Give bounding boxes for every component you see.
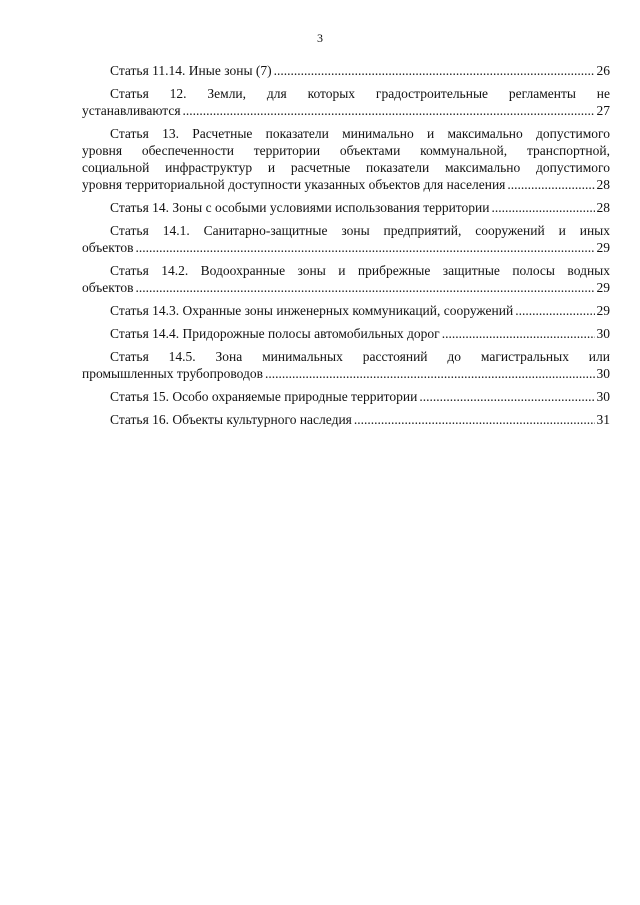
toc-entry[interactable]: [82, 262, 610, 296]
toc-entry-title-line: Статья 14.1. Санитарно-защитные зоны предприятий, сооружений и иных: [110, 223, 610, 238]
toc-entry-title-end: объектов: [82, 240, 134, 255]
toc-entry[interactable]: [82, 62, 610, 79]
toc-entry-title-line: Статья 12. Земли, для которых градостроительные регламенты не: [110, 86, 610, 101]
toc-entry-title-line: Статья 14.5. Зона минимальных расстояний до магистральных или: [110, 349, 610, 364]
toc-entry-page: 29: [596, 303, 610, 318]
toc-entry-page: 27: [596, 103, 610, 118]
dot-leader: [507, 176, 594, 193]
toc-entry-page: 29: [596, 240, 610, 255]
toc-entry[interactable]: [82, 325, 610, 342]
toc-entry-title: Статья 14.3. Охранные зоны инженерных коммуникаций, сооружений: [110, 303, 514, 318]
toc-entry[interactable]: [82, 222, 610, 256]
toc-entry-page: 31: [596, 412, 610, 427]
toc-entry-title: Статья 14. Зоны с особыми условиями использования территории: [110, 200, 490, 215]
table-of-contents: [82, 62, 610, 434]
dot-leader: [183, 102, 595, 119]
dot-leader: [491, 199, 594, 216]
toc-entry-title-end: объектов: [82, 280, 134, 295]
toc-entry-title: Статья 14.4. Придорожные полосы автомобильных дорог: [110, 326, 440, 341]
toc-entry-title-end: устанавливаются: [82, 103, 181, 118]
toc-entry-title: Статья 15. Особо охраняемые природные территории: [110, 389, 418, 404]
toc-entry-page: 28: [596, 200, 610, 215]
dot-leader: [442, 325, 595, 342]
toc-entry[interactable]: [82, 302, 610, 319]
dot-leader: [265, 365, 594, 382]
toc-entry-title-end: уровня территориальной доступности указанных объектов для населения: [82, 177, 506, 192]
dot-leader: [135, 279, 594, 296]
dot-leader: [354, 411, 595, 428]
toc-entry-page: 30: [596, 366, 610, 381]
toc-entry-title-line: социальной инфраструктур и расчетные показатели максимально допустимого: [82, 160, 610, 175]
toc-entry-title-line: уровня обеспеченности территории объектами коммунальной, транспортной,: [82, 143, 610, 158]
toc-entry-title-line: Статья 14.2. Водоохранные зоны и прибрежные защитные полосы водных: [110, 263, 610, 278]
toc-entry[interactable]: [82, 348, 610, 382]
toc-entry-title: Статья 16. Объекты культурного наследия: [110, 412, 352, 427]
toc-entry-title-line: Статья 13. Расчетные показатели минимально и максимально допустимого: [110, 126, 610, 141]
dot-leader: [135, 239, 594, 256]
dot-leader: [274, 62, 595, 79]
dot-leader: [515, 302, 594, 319]
page-number: 3: [317, 31, 323, 45]
toc-entry-page: 29: [596, 280, 610, 295]
toc-entry-title: Статья 11.14. Иные зоны (7): [110, 63, 272, 78]
toc-entry-page: 26: [596, 63, 610, 78]
toc-entry[interactable]: [82, 125, 610, 193]
toc-entry-page: 30: [596, 326, 610, 341]
toc-entry-page: 30: [596, 389, 610, 404]
dot-leader: [419, 388, 594, 405]
toc-entry[interactable]: [82, 85, 610, 119]
toc-entry-page: 28: [596, 177, 610, 192]
toc-entry[interactable]: [82, 411, 610, 428]
toc-entry[interactable]: [82, 199, 610, 216]
toc-entry[interactable]: [82, 388, 610, 405]
toc-entry-title-end: промышленных трубопроводов: [82, 366, 264, 381]
